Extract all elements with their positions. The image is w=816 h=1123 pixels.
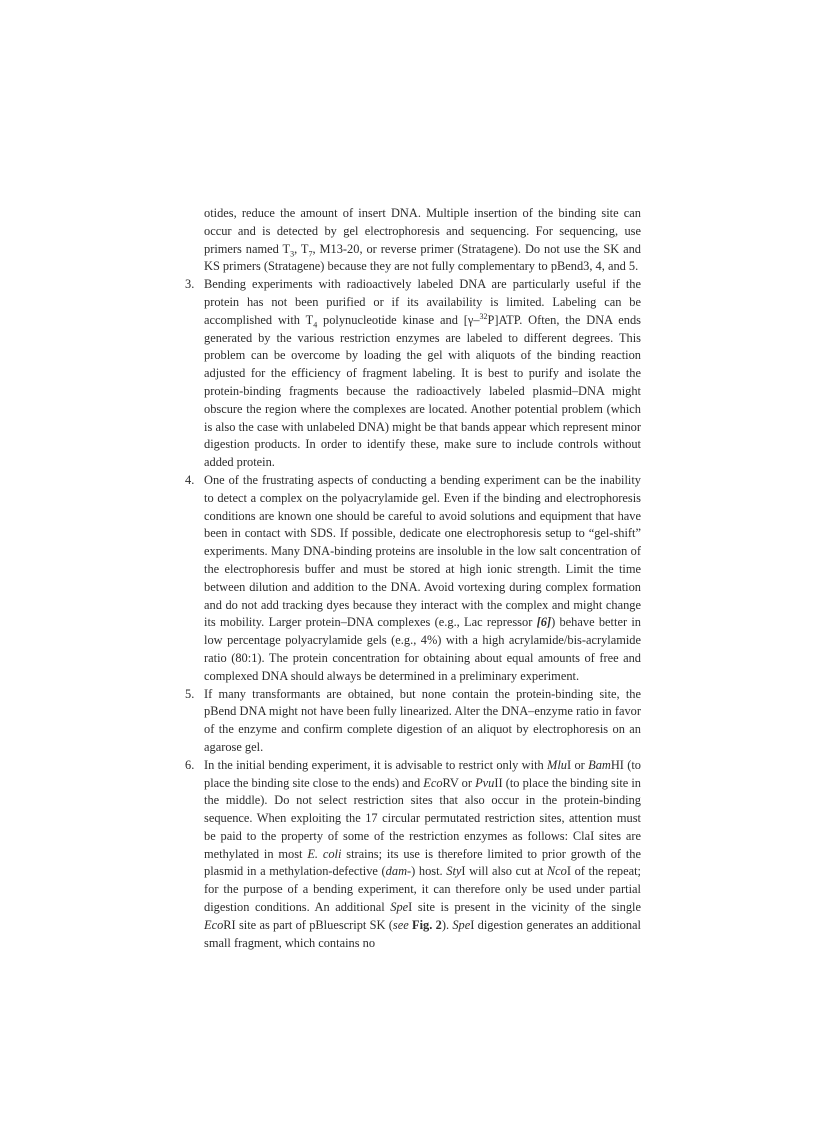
note-number: 3. <box>185 277 195 292</box>
note-number: 6. <box>185 757 195 772</box>
note-item-5 <box>185 686 641 757</box>
note-number: 4. <box>185 472 195 487</box>
note-text: Bending experiments with radioactively labeled DNA are particularly useful if the protein has not been purified or if its availability is limited. Labeling can be accomplished with $T_4$ polynucleotide kinase and [γ–$^{32}$P]ATP. Often, the DNA ends generated by the various restriction enzymes are labeled to different degrees. This problem can be overcome by loading the gel with aliquots of the binding reaction adjusted for the efficiency of fragment labeling. It is best to purify and isolate the protein-binding fragments because the radioactively labeled plasmid–DNA might obscure the region where the complexes are located. Another potential problem (which is also the case with unlabeled DNA) might be that bands appear which represent minor digestion products. In order to identify these, make sure to include controls without added protein. <box>204 277 641 470</box>
note-text: If many transformants are obtained, but none contain the protein-binding site, the pBend DNA might not have been fully linearized. Alter the DNA–enzyme ratio in favor of the enzyme and confirm complete digestion of an aliquot by electrophoresis on an agarose gel. <box>204 686 641 754</box>
note-number: 5. <box>185 686 195 701</box>
note-item-6 <box>185 757 641 953</box>
notes-list <box>185 205 641 952</box>
note-2-continuation: otides, reduce the amount of insert DNA. Multiple insertion of the binding site can occur and is detected by gel electrophoresis and sequencing. For sequencing, use primers named $T_3$, $T_7$, M13-20, or reverse primer (Stratagene). Do not use the SK and KS primers (Stratagene) because they are not fully complementary to pBend3, 4, and 5. <box>204 206 641 274</box>
note-text: One of the frustrating aspects of conducting a bending experiment can be the inability to detect a complex on the polyacrylamide gel. Even if the binding and electrophoresis conditions are known one should be careful to avoid solutions and equipment that have been in contact with SDS. If possible, dedicate one electrophoresis setup to “gel-shift” experiments. Many DNA-binding proteins are insoluble in the low salt concentration of the electrophoresis buffer and must be stored at high ionic strength. Limit the time between dilution and addition to the DNA. Avoid vortexing during complex formation and do not add tracking dyes because they interact with the complex and might change its mobility. Larger protein–DNA complexes (e.g., Lac repressor [6]) behave better in low percentage polyacrylamide gels (e.g., 4%) with a high acrylamide/bis-acrylamide ratio (80:1). The protein concentration for obtaining about equal amounts of free and complexed DNA should always be determined in a preliminary experiment. <box>204 472 641 683</box>
note-text: In the initial bending experiment, it is advisable to restrict only with MluI or BamHI (to place the binding site close to the ends) and EcoRV or PvuII (to place the binding site in the middle). Do not select restriction sites that also occur in the protein-binding sequence. When exploiting the 17 circular permutated restriction sites, attention must be paid to the property of some of the restriction enzymes as follows: ClaI sites are methylated in most E. coli strains; its use is therefore limited to prior growth of the plasmid in a methylation-defective (dam-) host. StyI will also cut at NcoI of the repeat; for the purpose of a bending experiment, it can therefore only be used under partial digestion conditions. An additional SpeI site is present in the vicinity of the single EcoRI site as part of pBluescript SK (see Fig. 2). SpeI digestion generates an additional small fragment, which contains no <box>204 757 642 950</box>
note-item-3 <box>185 276 641 472</box>
note-item-4 <box>185 472 641 686</box>
